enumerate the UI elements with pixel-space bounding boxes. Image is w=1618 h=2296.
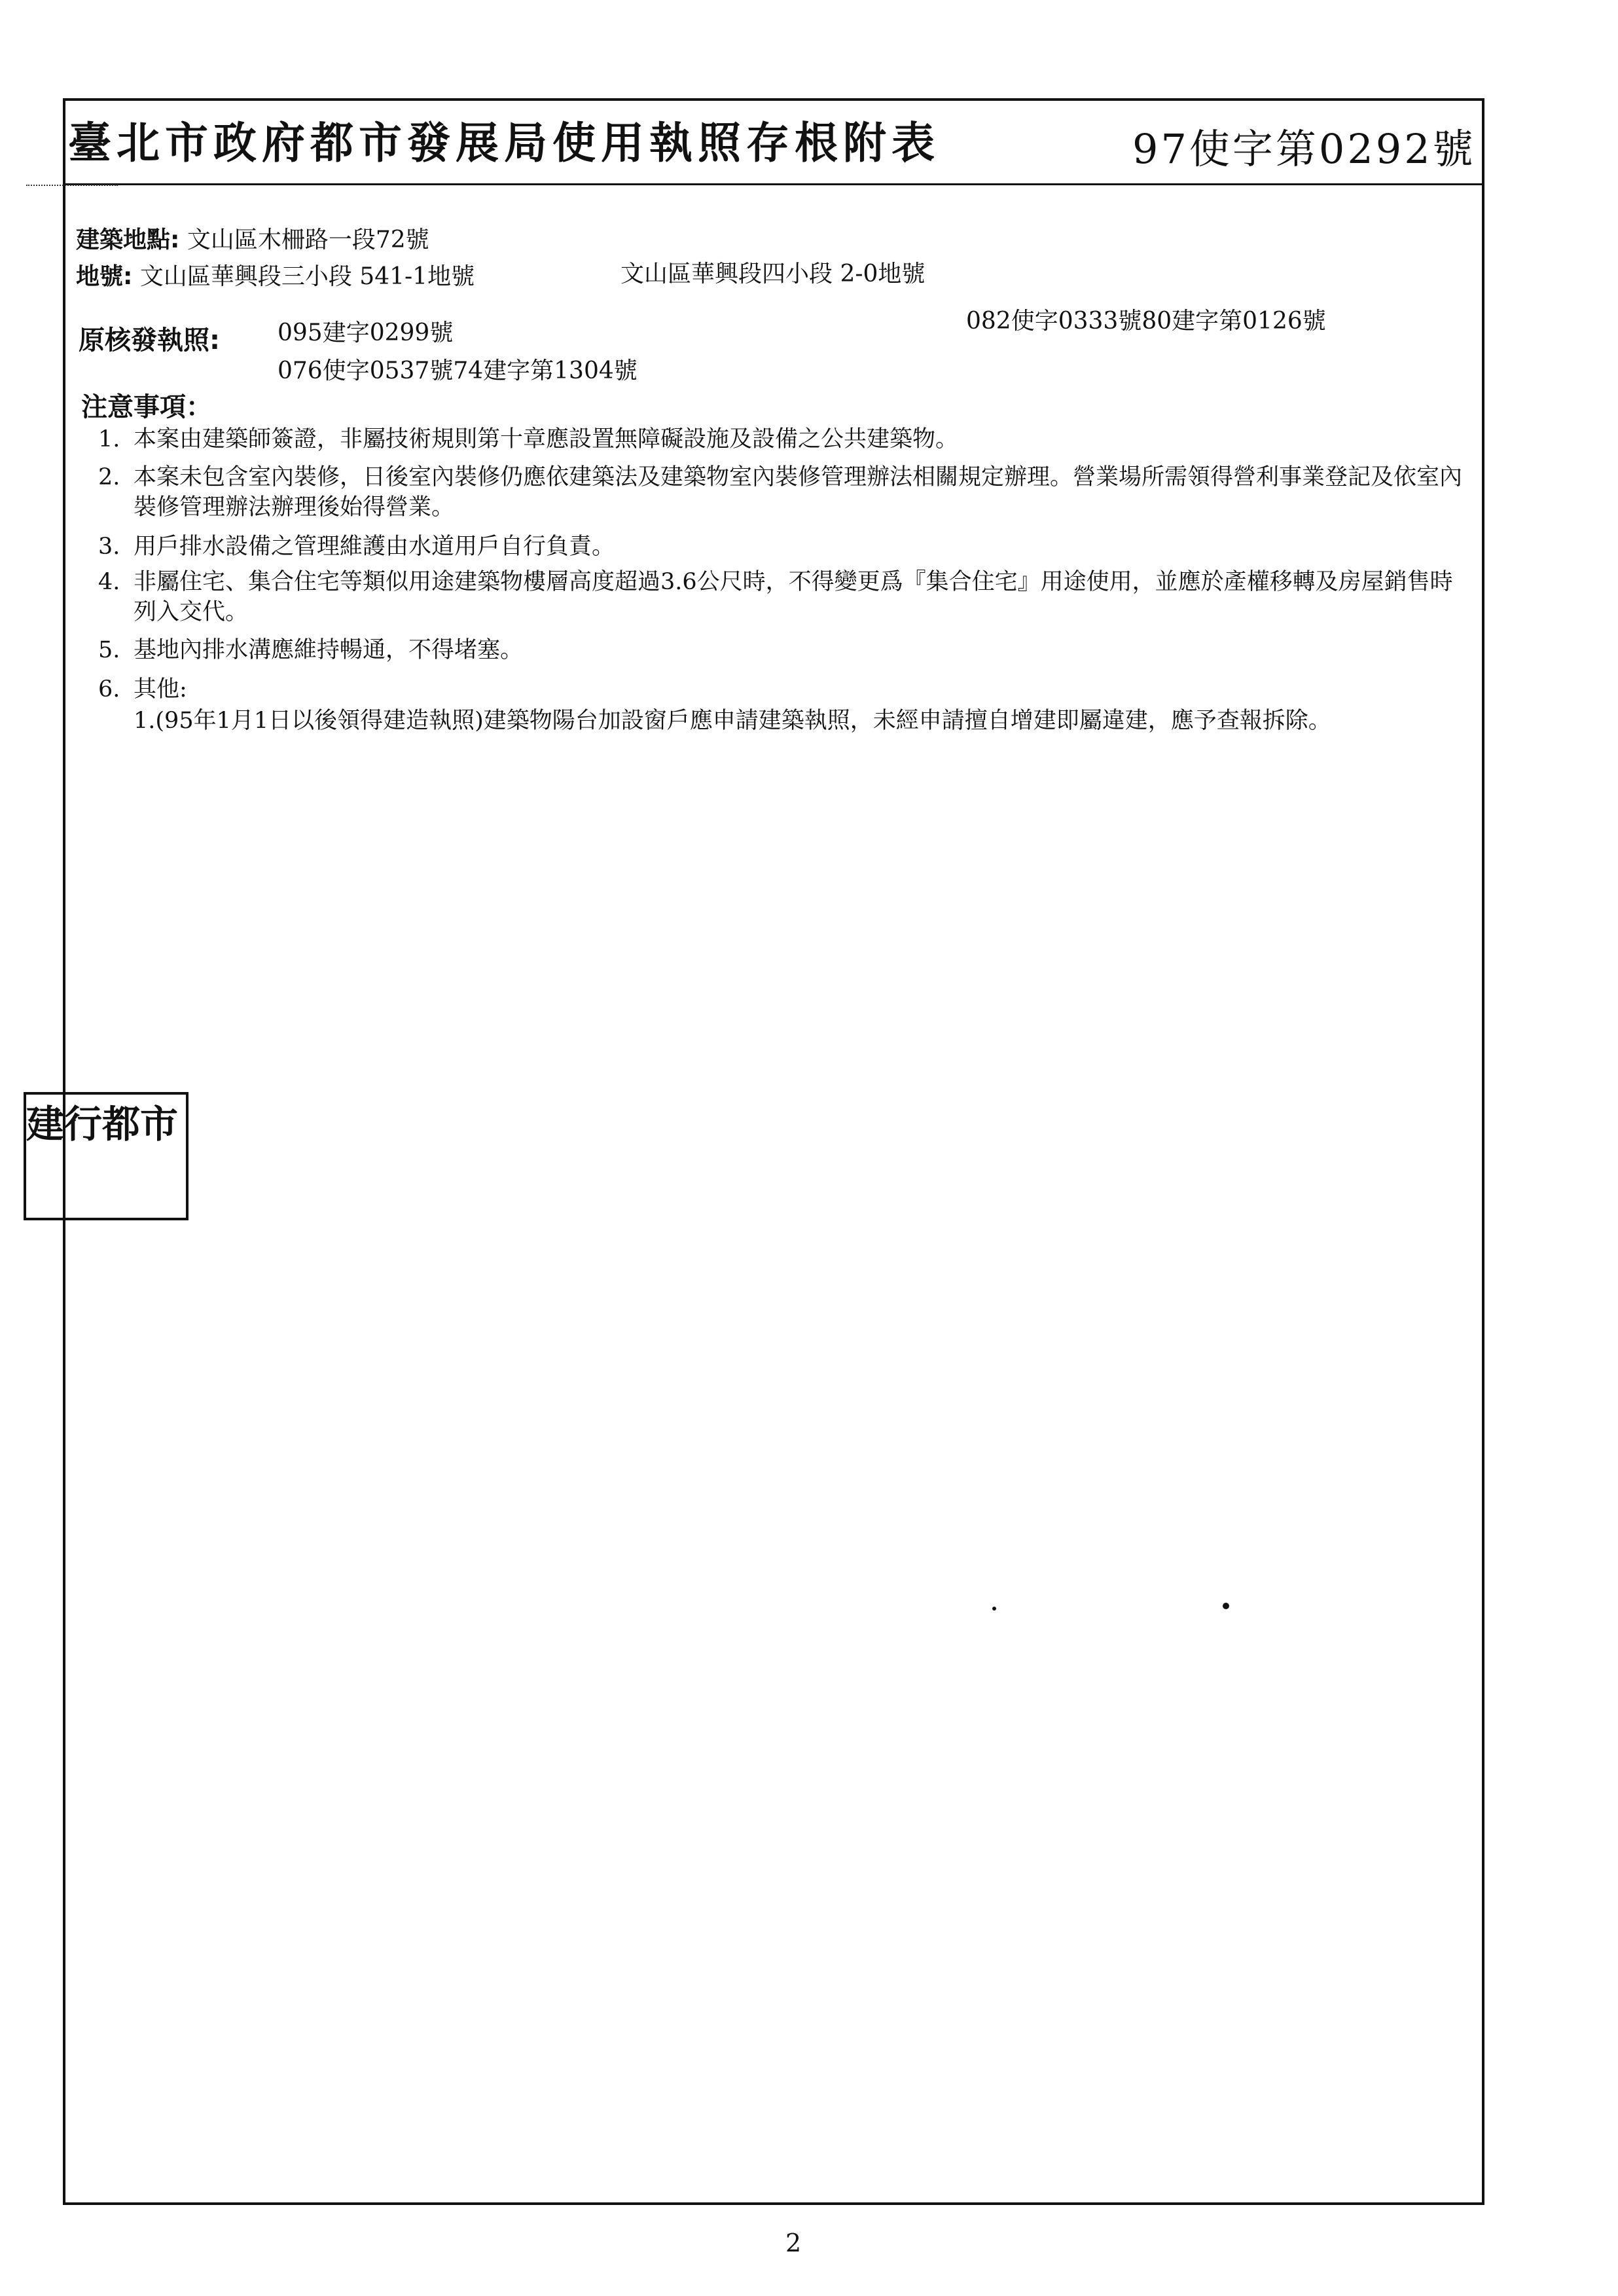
location-value: 文山區木柵路一段72號 xyxy=(187,227,429,253)
note-number: 6. xyxy=(98,676,120,702)
note-item xyxy=(98,462,1473,522)
original-permit-2: 082使字0333號80建字第0126號 xyxy=(966,308,1326,335)
seal-char xyxy=(64,1156,102,1218)
note-text: 其他: xyxy=(134,676,187,702)
scan-speck xyxy=(1223,1603,1229,1609)
margin-mark xyxy=(26,185,118,189)
note-text: 本案由建築師簽證，非屬技術規則第十章應設置無障礙設施及設備之公共建築物。 xyxy=(134,426,959,452)
scan-speck xyxy=(992,1607,996,1611)
seal-char: 市 xyxy=(140,1102,179,1146)
header-divider xyxy=(63,183,1484,185)
note-number: 2. xyxy=(98,464,120,490)
note-number: 4. xyxy=(98,569,120,595)
lot-label: 地號: xyxy=(76,263,133,290)
original-permit-1: 095建字0299號 xyxy=(278,319,454,346)
permit-number: 97使字第0292號 xyxy=(1132,125,1476,173)
original-permit-3: 076使字0537號74建字第1304號 xyxy=(278,357,638,384)
note-text: 非屬住宅、集合住宅等類似用途建築物樓層高度超過3.6公尺時，不得變更爲『集合住宅』用途使用，並應於產權移轉及房屋銷售時列入交代。 xyxy=(134,569,1453,625)
note-item xyxy=(98,674,1473,704)
note-text: 用戶排水設備之管理維護由水道用戶自行負責。 xyxy=(134,534,615,560)
lot-value-2: 文山區華興段四小段 2-0地號 xyxy=(620,261,926,287)
seal-char xyxy=(140,1156,178,1218)
note-text: 本案未包含室內裝修，日後室內裝修仍應依建築法及建築物室內裝修管理辦法相關規定辦理。營業場所需領得營利事業登記及依室內裝修管理辦法辦理後始得營業。 xyxy=(134,464,1463,520)
page-number: 2 xyxy=(785,2229,802,2257)
seal-char: 都 xyxy=(102,1102,141,1146)
note-text: 基地內排水溝應維持暢通，不得堵塞。 xyxy=(134,637,524,663)
seal-char xyxy=(26,1156,64,1218)
seal-char xyxy=(178,1095,186,1156)
seal-char: 行 xyxy=(64,1102,103,1146)
official-seal-stamp xyxy=(24,1092,189,1220)
note-sub-item xyxy=(134,706,1469,736)
location-row xyxy=(76,221,429,255)
notes-heading: 注意事項： xyxy=(81,392,212,422)
lot-row xyxy=(76,258,475,291)
note-number: 5. xyxy=(98,637,120,663)
note-sub-text: 1.(95年1月1日以後領得建造執照)建築物陽台加設窗戶應申請建築執照，未經申請擅自增建即屬違建，應予查報拆除。 xyxy=(134,708,1331,734)
seal-char: 建 xyxy=(26,1102,65,1146)
note-number: 3. xyxy=(98,534,120,560)
note-number: 1. xyxy=(98,426,120,452)
document-title: 臺北市政府都市發展局使用執照存根附表 xyxy=(68,118,940,168)
seal-char xyxy=(178,1156,186,1218)
seal-char xyxy=(102,1156,140,1218)
location-label: 建築地點: xyxy=(76,227,180,253)
note-item xyxy=(98,567,1473,627)
note-item xyxy=(98,532,1473,562)
lot-value-1: 文山區華興段三小段 541-1地號 xyxy=(139,263,475,290)
document-frame xyxy=(63,98,1484,2205)
original-permit-label: 原核發執照: xyxy=(79,325,220,355)
note-item xyxy=(98,635,1473,665)
note-item xyxy=(98,424,1473,454)
